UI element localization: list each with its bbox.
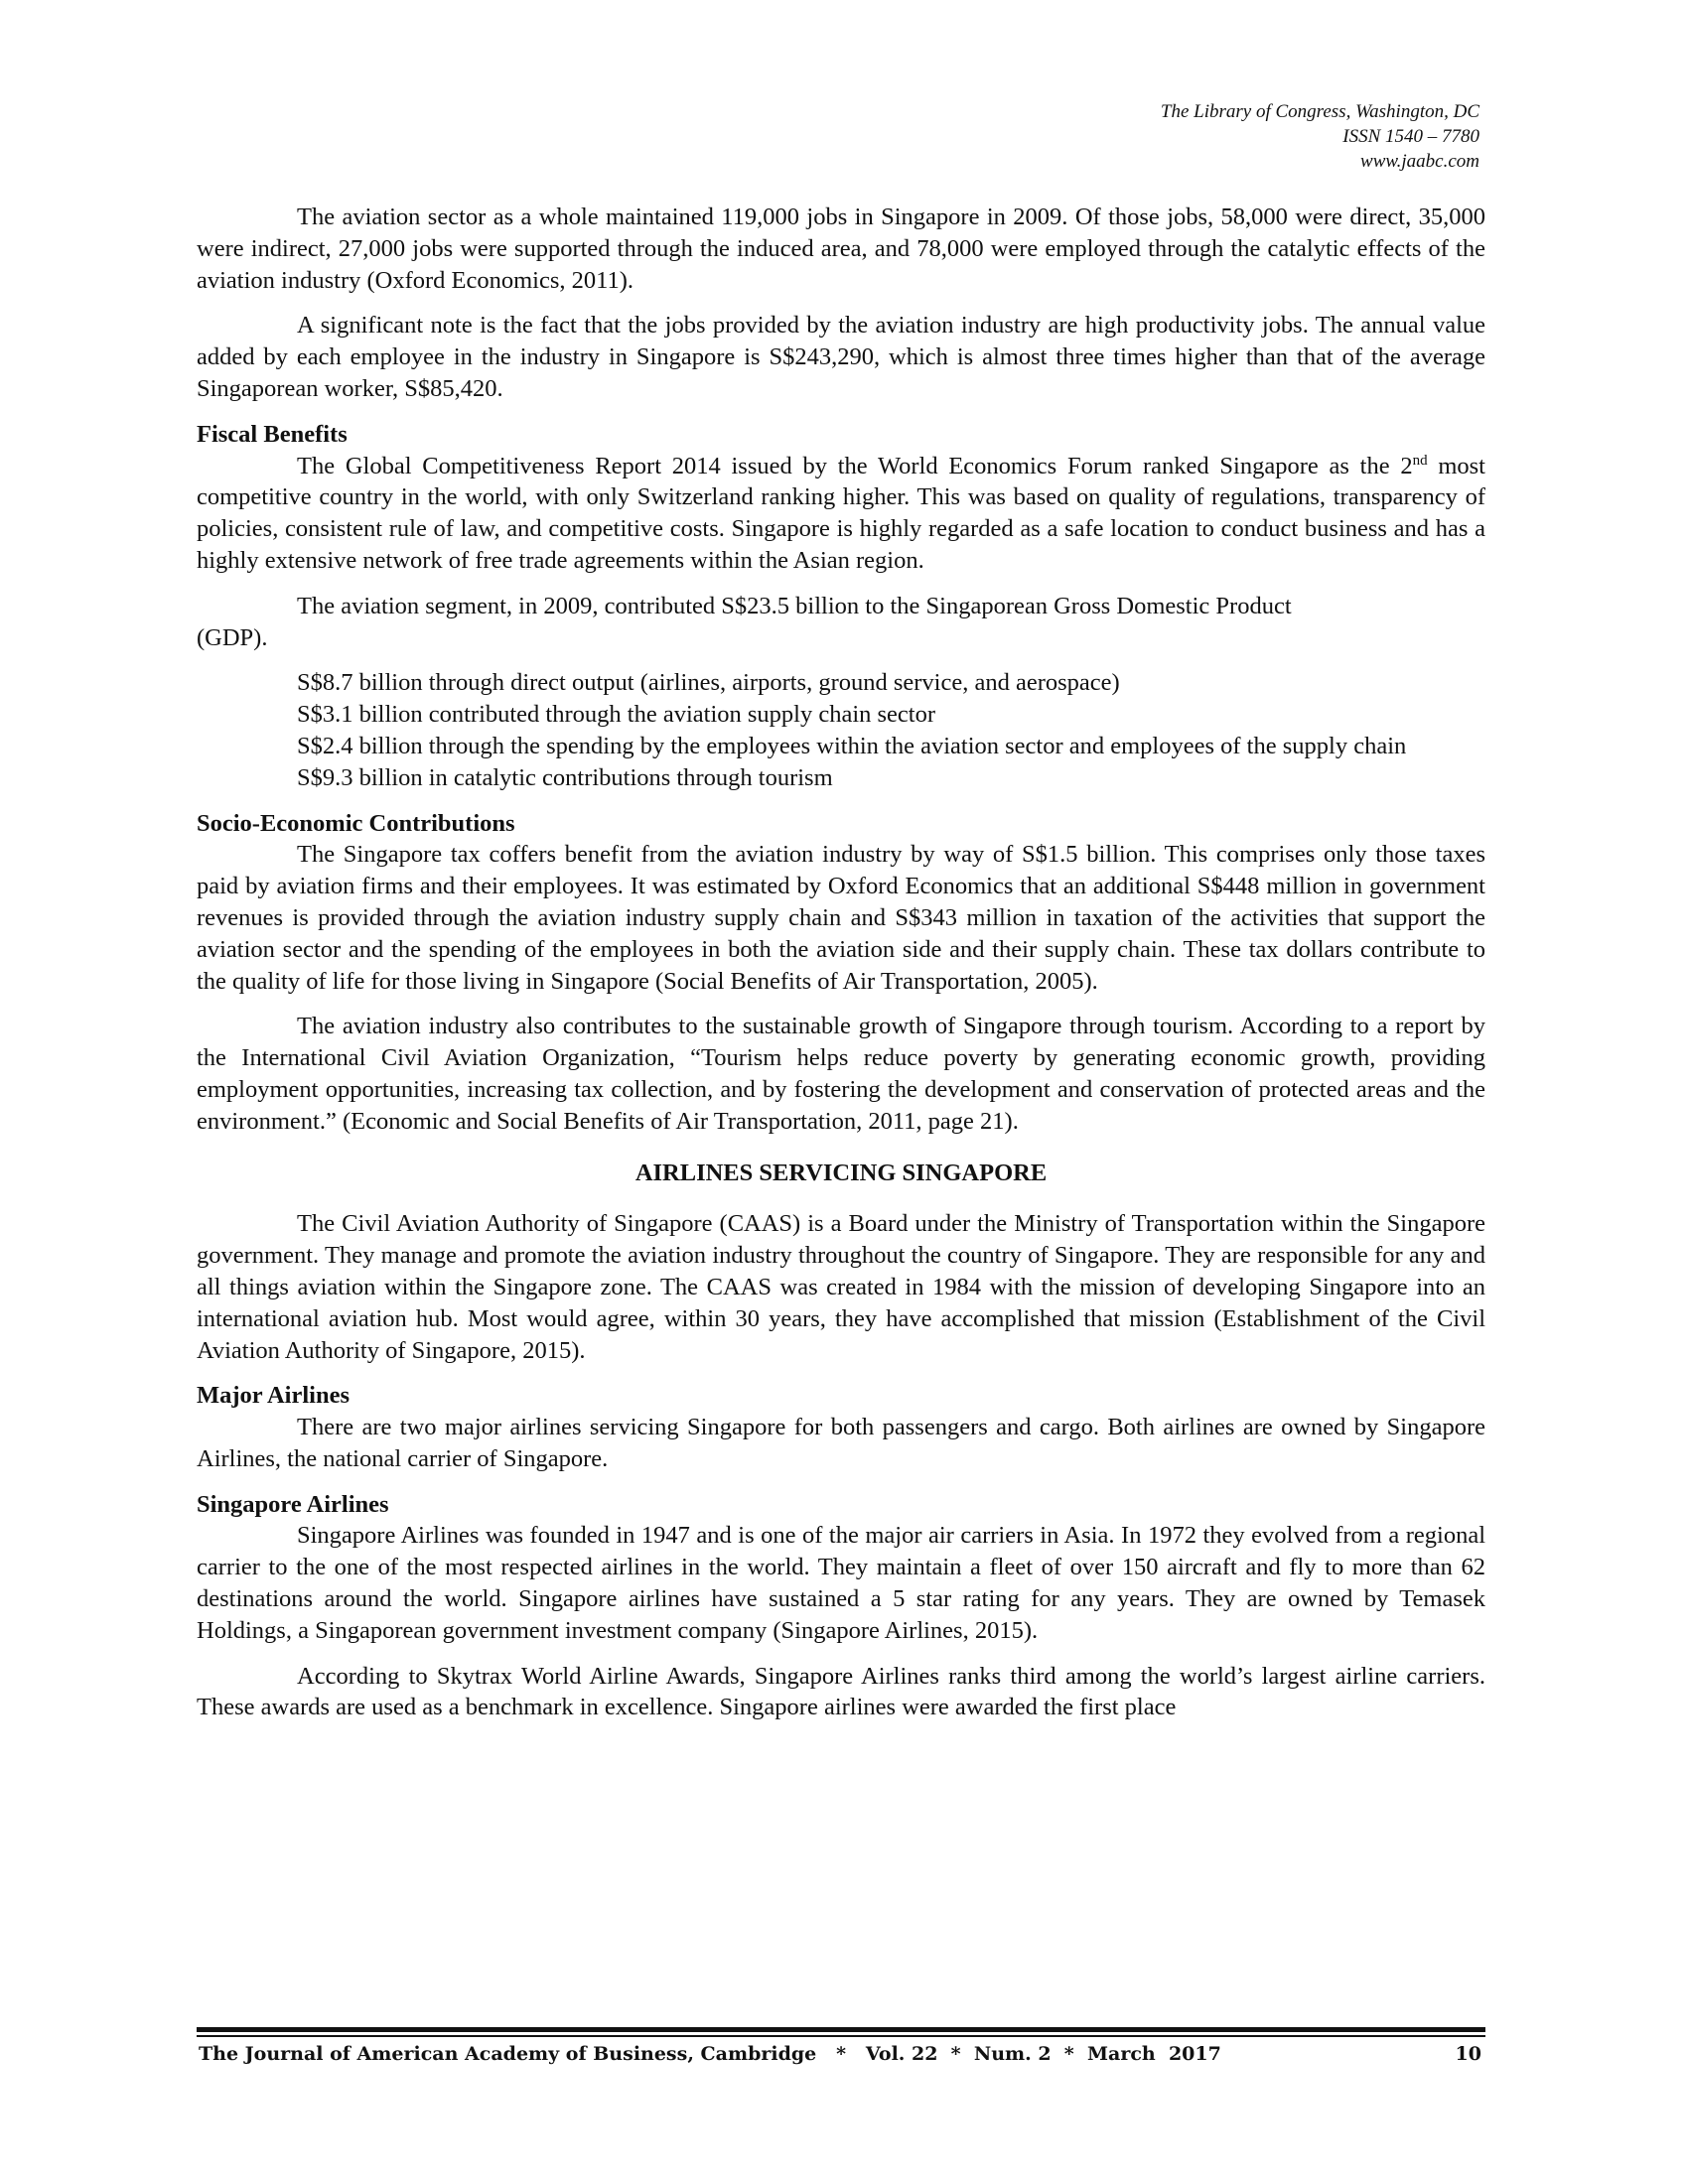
footer-rule-thin: [197, 2035, 1485, 2037]
paragraph-gdp: [197, 591, 1485, 654]
header-website: www.jaabc.com: [1360, 151, 1479, 172]
competitiveness-text-a: The Global Competitiveness Report 2014 issued by the World Economics Forum ranked Singapore as the 2: [297, 452, 1413, 479]
page-number: 10: [1455, 2043, 1481, 2065]
list-item: S$9.3 billion in catalytic contributions through tourism: [297, 763, 833, 791]
paragraph-caas: The Civil Aviation Authority of Singapore (CAAS) is a Board under the Ministry of Transportation within the Singapore government. They manage and promote the aviation industry throughout the country of Singapore. They are responsible for any and all things aviation within the Singapore zone. The CAAS was created in 1984 with the mission of developing Singapore into an international aviation hub. Most would agree, within 30 years, they have accomplished that mission (Establishment of the Civil Aviation Authority of Singapore, 2015).: [197, 1210, 1485, 1364]
ordinal-superscript: nd: [1412, 452, 1428, 469]
heading-fiscal-benefits: Fiscal Benefits: [197, 420, 348, 448]
list-item: S$3.1 billion contributed through the aviation supply chain sector: [297, 701, 936, 729]
heading-socio-economic: Socio-Economic Contributions: [197, 809, 515, 837]
paragraph-productivity: A significant note is the fact that the jobs provided by the aviation industry are high productivity jobs. The annual value added by each employee in the industry in Singapore is S$243,290, which is almost three times higher than that of the average Singaporean worker, S$85,420.: [197, 312, 1485, 402]
paragraph-competitiveness: [197, 451, 1485, 577]
running-header: [884, 99, 1479, 174]
gdp-contributions-list: [197, 667, 1485, 793]
running-footer: [197, 2043, 1485, 2073]
section-title-airlines: AIRLINES SERVICING SINGAPORE: [634, 1159, 1048, 1186]
paragraph-jobs: The aviation sector as a whole maintained 119,000 jobs in Singapore in 2009. Of those jobs, 58,000 were direct, 35,000 were indirect, 27,000 jobs were supported through the induced area, and 78,000 were employed through the catalytic effects of the aviation industry (Oxford Economics, 2011).: [197, 204, 1485, 294]
article-body: [197, 202, 1485, 1723]
heading-major-airlines: Major Airlines: [197, 1382, 351, 1410]
header-library: The Library of Congress, Washington, DC: [1160, 101, 1479, 122]
heading-singapore-airlines: Singapore Airlines: [197, 1490, 389, 1518]
list-item: S$8.7 billion through direct output (airlines, airports, ground service, and aerospace): [297, 669, 1120, 697]
paragraph-singapore-airlines: Singapore Airlines was founded in 1947 and is one of the major air carriers in Asia. In 1972 they evolved from a regional carrier to the one of the most respected airlines in the world. They maintain a fleet of over 150 aircraft and fly to more than 62 destinations around the world. Singapore airlines have sustained a 5 star rating for any years. They are owned by Temasek Holdings, a Singaporean government investment company (Singapore Airlines, 2015).: [197, 1522, 1485, 1644]
paragraph-major-airlines: There are two major airlines servicing Singapore for both passengers and cargo. Both airlines are owned by Singapore Airlines, the national carrier of Singapore.: [197, 1414, 1485, 1472]
gdp-abbrev: (GDP).: [197, 623, 268, 651]
paragraph-tax-coffers: The Singapore tax coffers benefit from the aviation industry by way of S$1.5 billion. This comprises only those taxes paid by aviation firms and their employees. It was estimated by Oxford Economics that an additional S$448 million in government revenues is provided through the aviation industry supply chain and S$343 million in taxation of the activities that support the aviation sector and the spending of the employees in both the aviation side and their supply chain. These tax dollars contribute to the quality of life for those living in Singapore (Social Benefits of Air Transportation, 2005).: [197, 841, 1485, 995]
footer-journal-citation: The Journal of American Academy of Business, Cambridge * Vol. 22 * Num. 2 * March 2017: [199, 2043, 1221, 2065]
competitiveness-text-b: most competitive country in the world, with only Switzerland ranking higher. This was based on quality of regulations, transparency of policies, consistent rule of law, and competitive costs. Singapore is highly regarded as a safe location to conduct business and has a highly extensive network of free trade agreements within the Asian region.: [197, 452, 1485, 574]
list-item: S$2.4 billion through the spending by the employees within the aviation sector and employees of the supply chain: [297, 732, 1407, 759]
header-issn: ISSN 1540 – 7780: [1342, 126, 1479, 147]
paragraph-tourism: The aviation industry also contributes to the sustainable growth of Singapore through tourism. According to a report by the International Civil Aviation Organization, “Tourism helps reduce poverty by generating economic growth, providing employment opportunities, increasing tax collection, and by fostering the development and conservation of protected areas and the environment.” (Economic and Social Benefits of Air Transportation, 2011, page 21).: [197, 1013, 1485, 1135]
paragraph-skytrax: According to Skytrax World Airline Awards, Singapore Airlines ranks third among the world’s largest airline carriers. These awards are used as a benchmark in excellence. Singapore airlines were awarded the first place: [197, 1662, 1485, 1721]
gdp-text: The aviation segment, in 2009, contributed S$23.5 billion to the Singaporean Gross Domestic Product: [297, 592, 1292, 619]
footer-rule-thick: [197, 2027, 1485, 2032]
